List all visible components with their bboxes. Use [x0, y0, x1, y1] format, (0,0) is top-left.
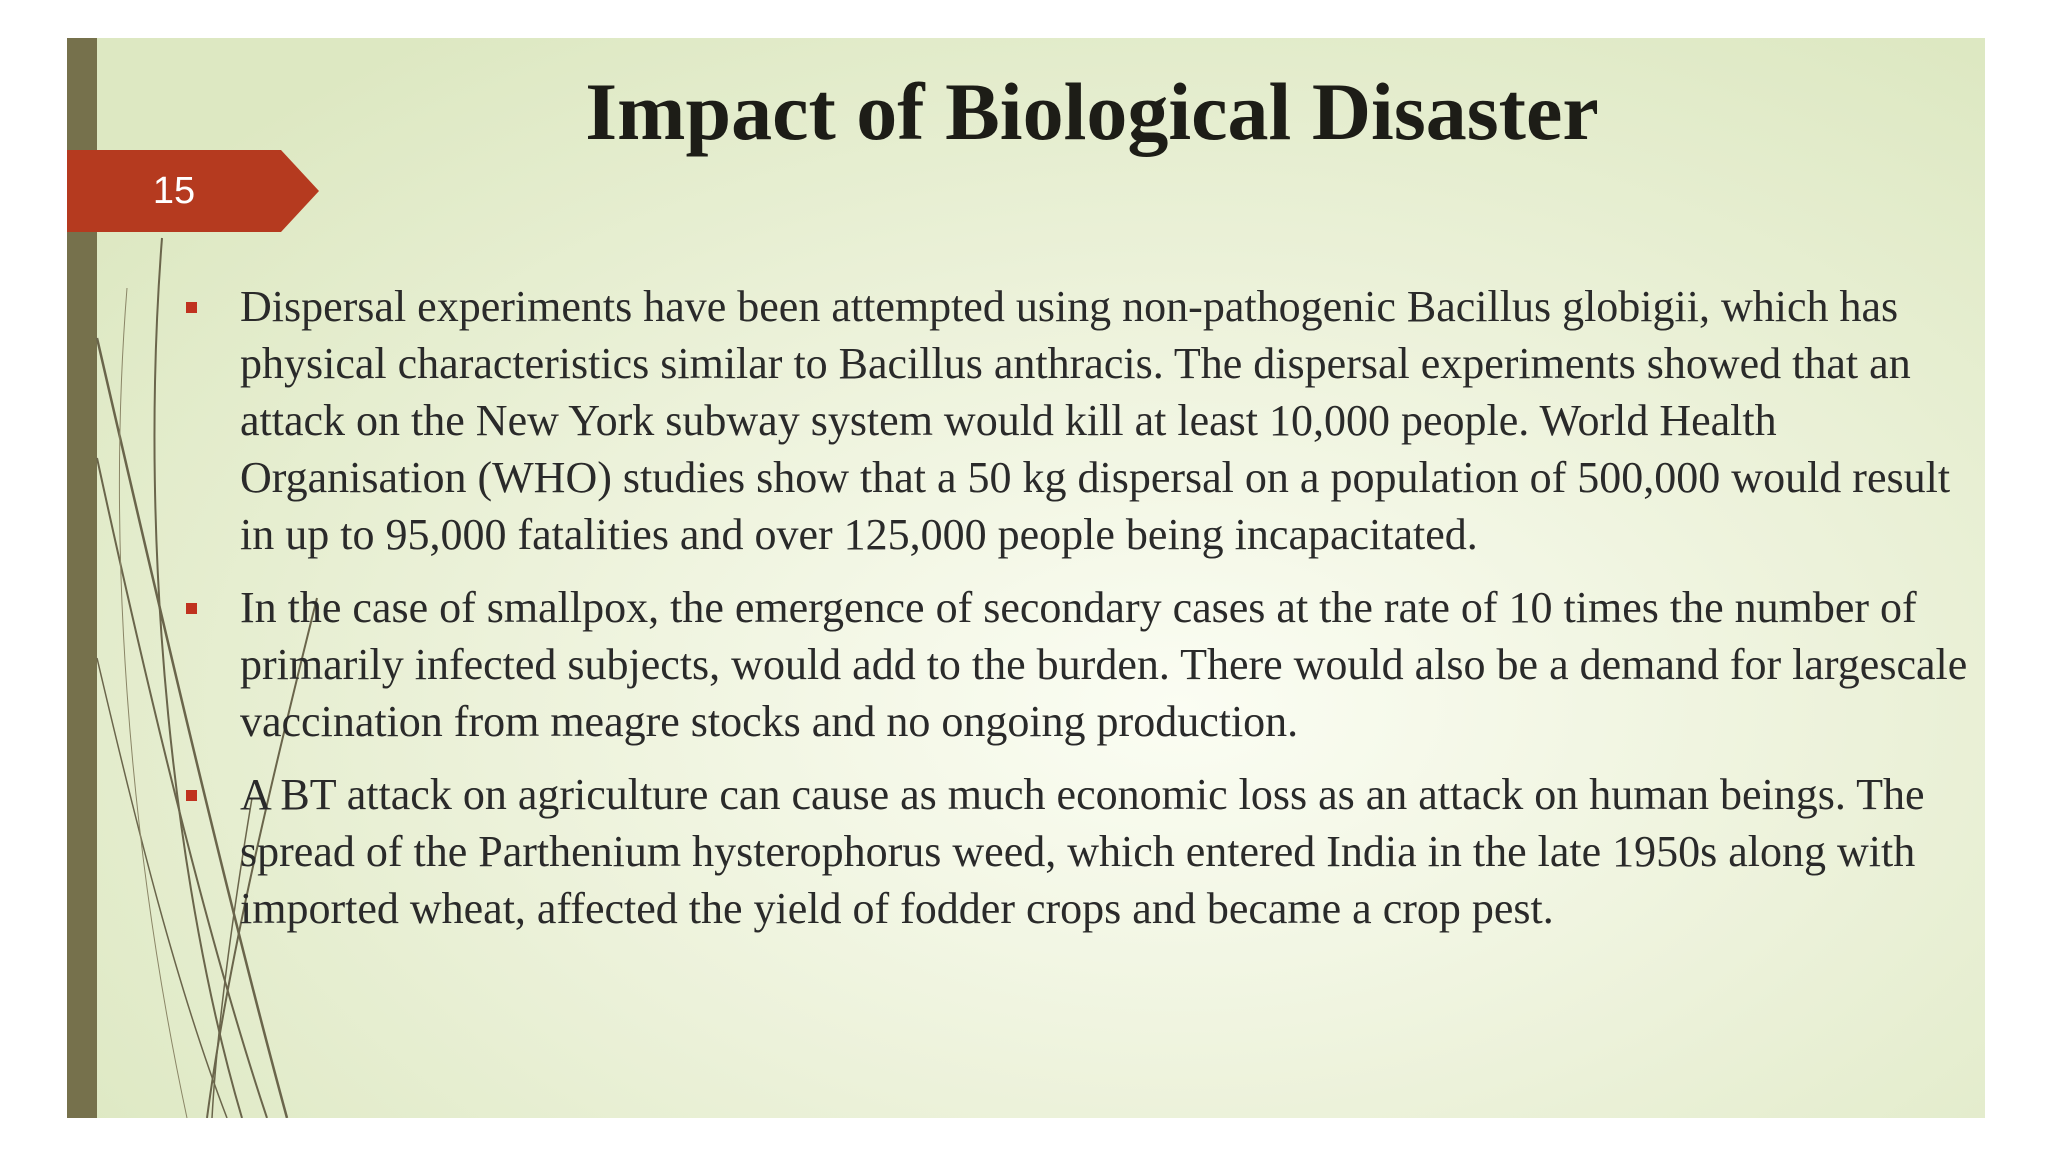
square-bullet-icon: [186, 302, 197, 313]
bullet-text: Dispersal experiments have been attempted using non-pathogenic Bacillus globigii, which has physical characteristics similar to Bacillus anthracis. The dispersal experiments showed that an attack on the New York subway system would kill at least 10,000 people. World Health Organisation (WHO) studies show that a 50 kg dispersal on a population of 500,000 would result in up to 95,000 fatalities and over 125,000 people being incapacitated.: [240, 282, 1951, 559]
bullet-list: [174, 278, 1974, 953]
bullet-text: In the case of smallpox, the emergence of secondary cases at the rate of 10 times the number of primarily infected subjects, would add to the burden. There would also be a demand for largescale vaccination from meagre stocks and no ongoing production.: [240, 583, 1968, 746]
bullet-item: [174, 579, 1974, 750]
bullet-item: [174, 766, 1974, 937]
bullet-item: [174, 278, 1974, 563]
slide-number: 15: [152, 170, 196, 212]
presentation-slide: [67, 38, 1985, 1118]
square-bullet-icon: [186, 603, 197, 614]
slide-number-badge: [67, 150, 319, 232]
slide-title: Impact of Biological Disaster: [585, 66, 1599, 157]
bullet-text: A BT attack on agriculture can cause as much economic loss as an attack on human beings. The spread of the Parthenium hysterophorus weed, which entered India in the late 1950s along with imported wheat, affected the yield of fodder crops and became a crop pest.: [240, 770, 1925, 933]
square-bullet-icon: [186, 790, 197, 801]
